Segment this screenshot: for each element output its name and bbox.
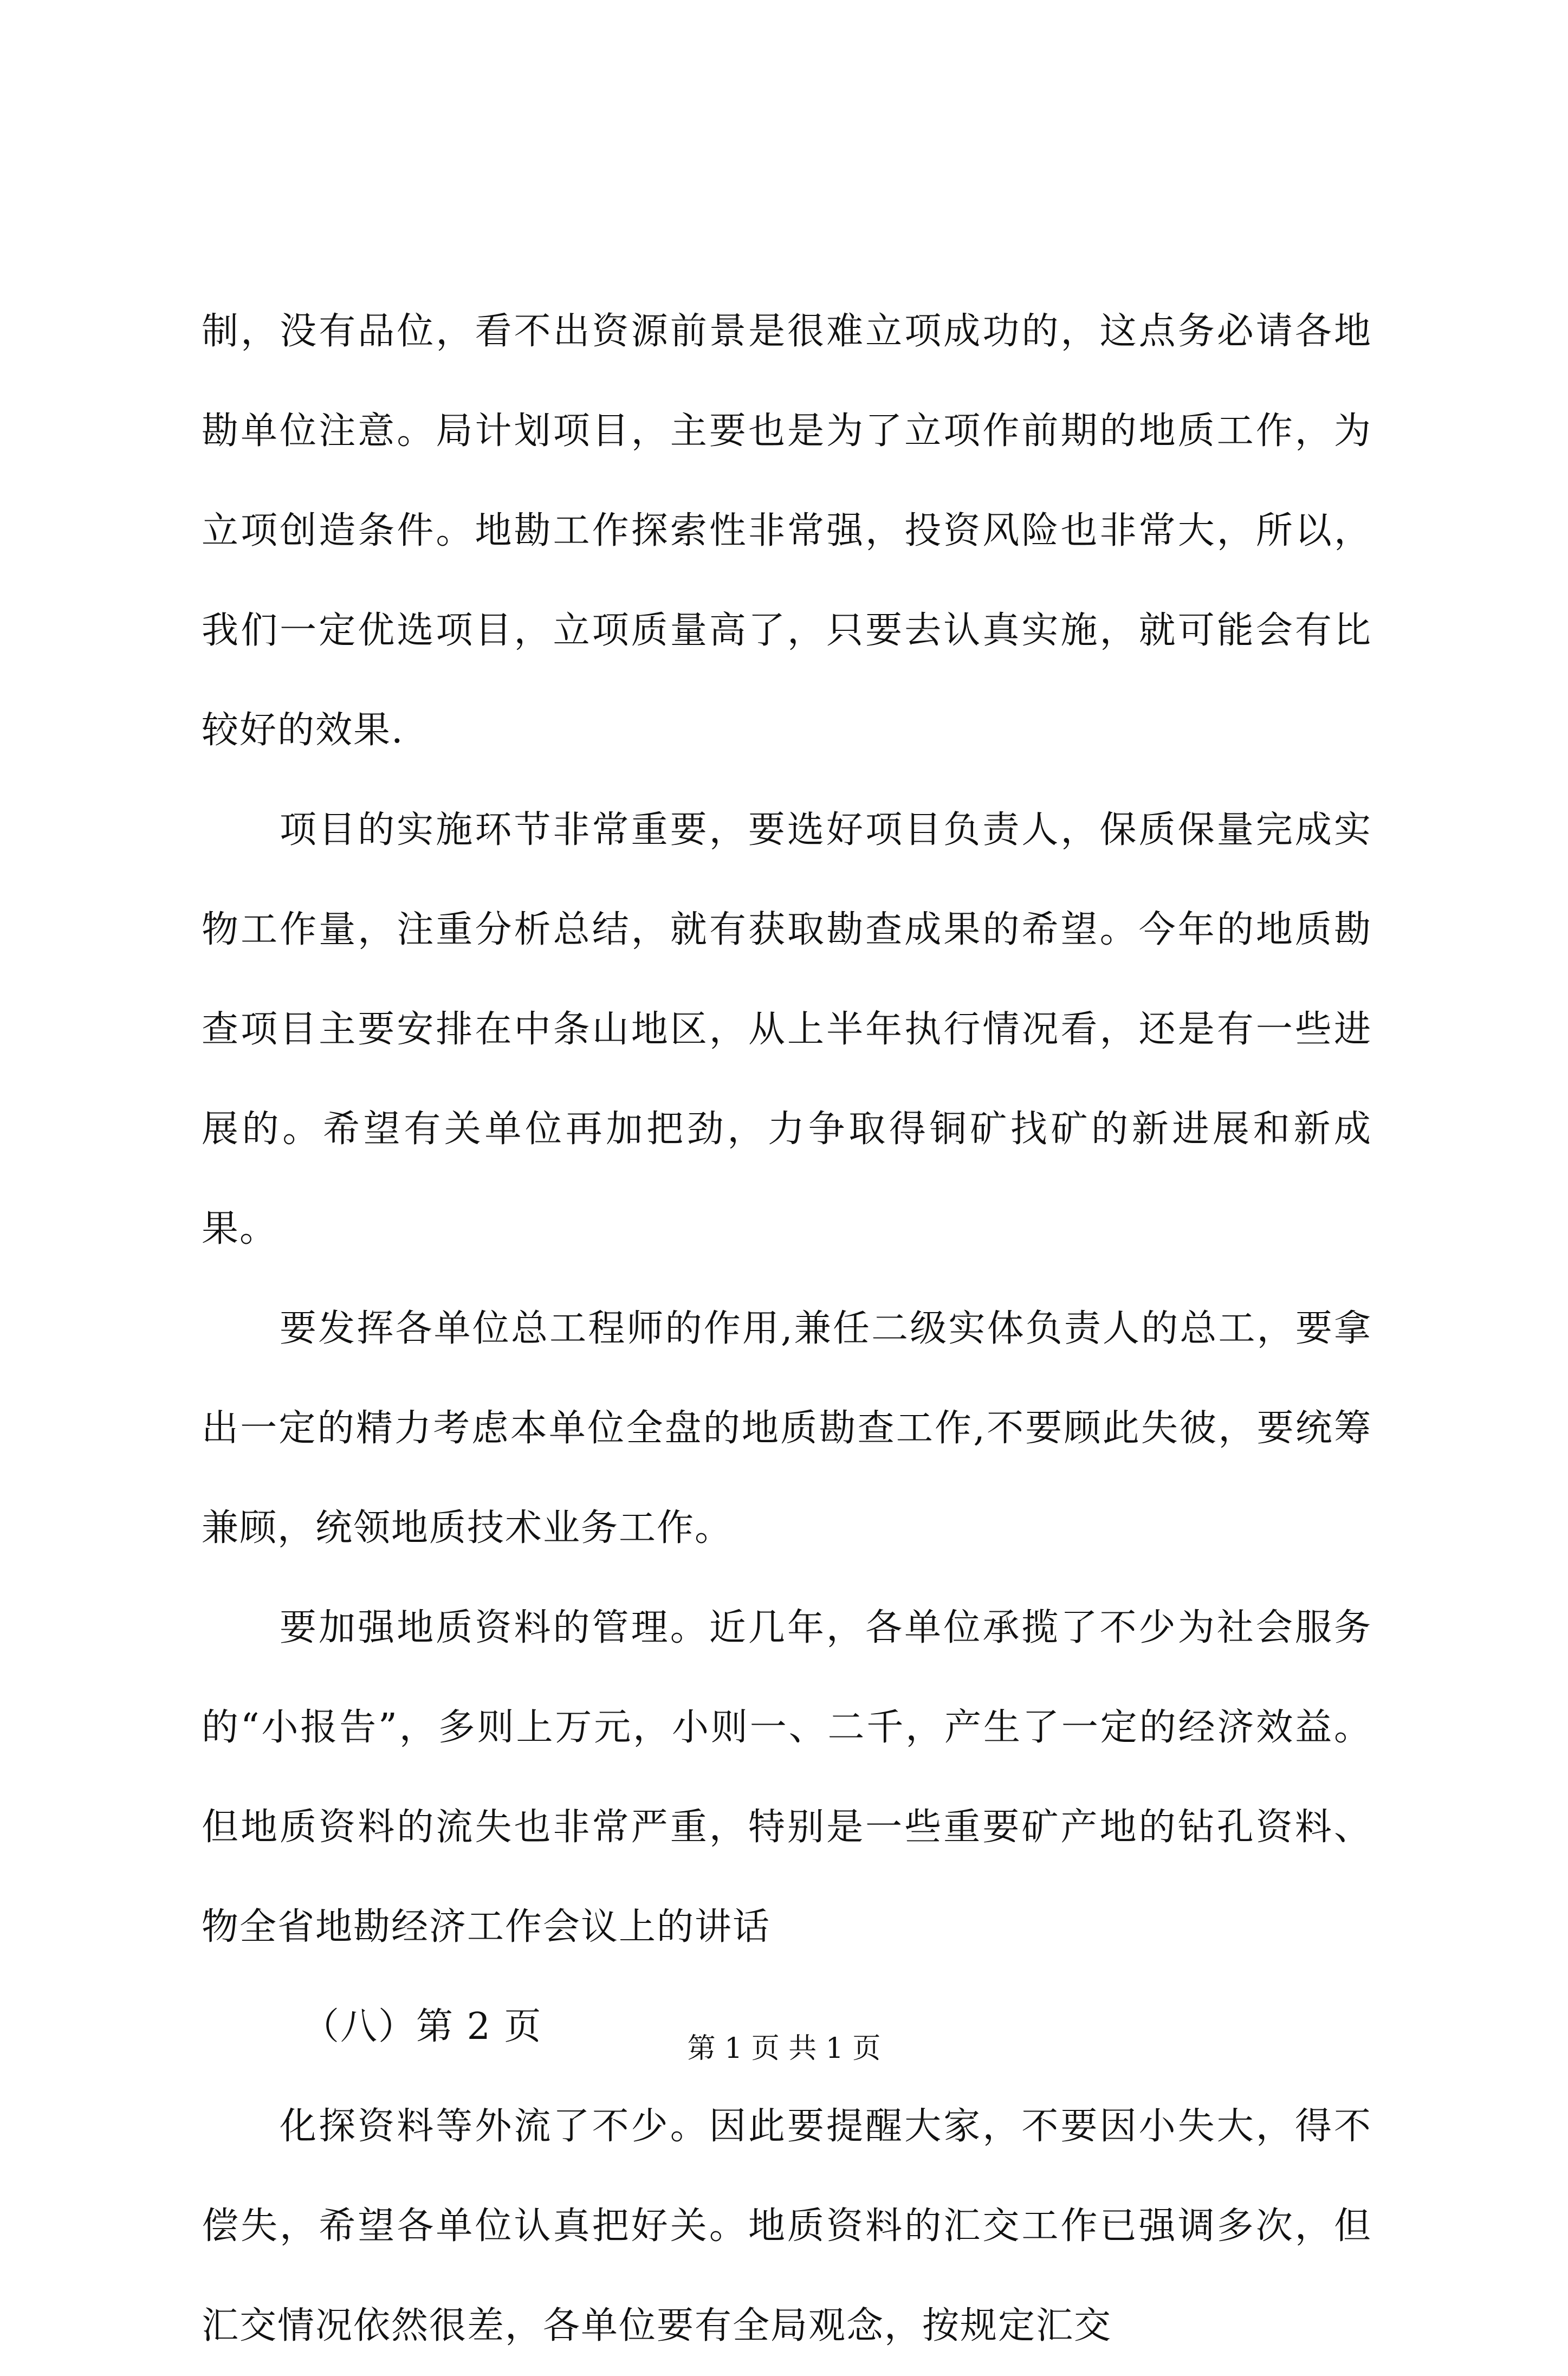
paragraph-1: 制，没有品位，看不出资源前景是很难立项成功的，这点务必请各地勘单位注意。局计划项目，主要也是为了立项作前期的地质工作，为立项创造条件。地勘工作探索性非常强，投资风险也非常大，所以，我们一定优选项目，立项质量高了，只要去认真实施，就可能会有比较好的效果. — [202, 310, 1372, 752]
paragraph-4: 要加强地质资料的管理。近几年，各单位承揽了不少为社会服务的“小报告”，多则上万元，小则一、二千，产生了一定的经济效益。但地质资料的流失也非常严重，特别是一些重要矿产地的钻孔资料、物全省地勘经济工作会议上的讲话 — [202, 1606, 1372, 1948]
section-page-marker: （八）第 2 页 — [302, 2005, 542, 2048]
page-footer: 第 1 页 共 1 页 — [687, 2032, 881, 2065]
paragraph-5: 化探资料等外流了不少。因此要提醒大家，不要因小失大，得不偿失，希望各单位认真把好关。地质资料的汇交工作已强调多次，但汇交情况依然很差，各单位要有全局观念，按规定汇交 — [202, 2105, 1372, 2347]
paragraph-2: 项目的实施环节非常重要，要选好项目负责人，保质保量完成实物工作量，注重分析总结，就有获取勘查成果的希望。今年的地质勘查项目主要安排在中条山地区，从上半年执行情况看，还是有一些进展的。希望有关单位再加把劲，力争取得铜矿找矿的新进展和新成果。 — [202, 809, 1372, 1250]
paragraph-3: 要发挥各单位总工程师的作用,兼任二级实体负责人的总工，要拿出一定的精力考虑本单位全盘的地质勘查工作,不要顾此失彼，要统筹兼顾，统领地质技术业务工作。 — [202, 1307, 1372, 1549]
